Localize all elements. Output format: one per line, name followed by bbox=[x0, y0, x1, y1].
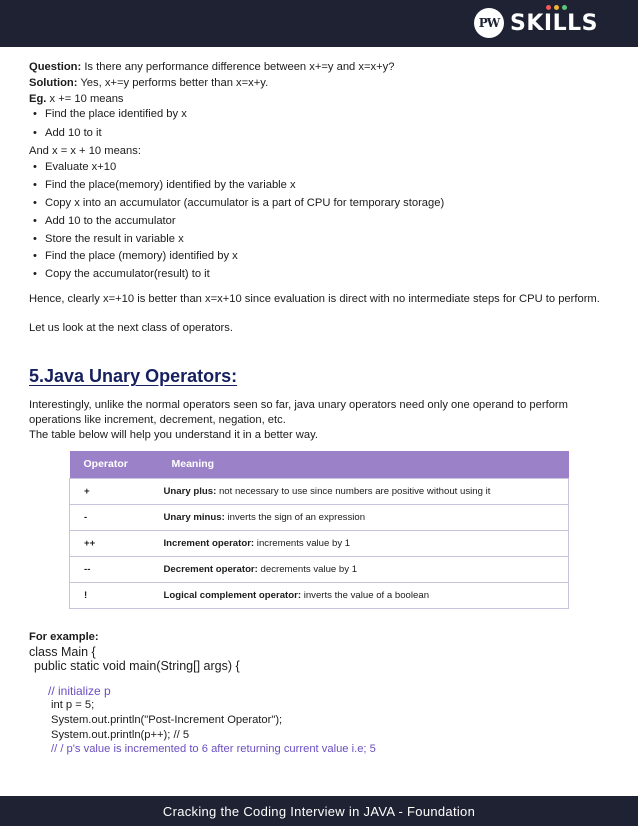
code-line-blank bbox=[29, 674, 609, 684]
meaning-cell: Decrement operator: decrements value by 1 bbox=[164, 557, 569, 583]
logo-dot bbox=[554, 5, 559, 10]
footer-title: Cracking the Coding Interview in JAVA - Foundation bbox=[162, 803, 476, 819]
column-header-operator: Operator bbox=[70, 451, 164, 478]
solution-line: Solution: Yes, x+=y performs better than x=x+y. bbox=[29, 76, 269, 89]
list-item: • Add 10 to the accumulator bbox=[29, 214, 609, 230]
qa-block bbox=[29, 60, 609, 337]
operator-cell: ! bbox=[70, 583, 164, 609]
operator-cell: -- bbox=[70, 557, 164, 583]
logo-dot bbox=[546, 5, 551, 10]
code-line: class Main { bbox=[29, 644, 96, 659]
meaning-cell: Unary minus: inverts the sign of an expression bbox=[164, 504, 569, 530]
list-item: • Add 10 to it bbox=[29, 126, 609, 142]
code-line: System.out.println(p++); // 5 bbox=[51, 728, 190, 741]
intro-paragraph: The table below will help you understand it in a better way. bbox=[29, 429, 318, 442]
list-item: • Find the place identified by x bbox=[29, 107, 609, 123]
bullet-list-1 bbox=[29, 107, 609, 141]
operators-table bbox=[69, 451, 569, 609]
list-item: • Find the place(memory) identified by the variable x bbox=[29, 178, 609, 194]
table-row bbox=[70, 504, 569, 530]
column-header-meaning: Meaning bbox=[164, 451, 569, 478]
list-item: • Copy x into an accumulator (accumulator is a part of CPU for temporary storage) bbox=[29, 196, 609, 212]
section-title: 5.Java Unary Operators: bbox=[29, 366, 238, 386]
pw-skills-logo bbox=[474, 7, 598, 39]
and-line: And x = x + 10 means: bbox=[29, 144, 141, 157]
table-row bbox=[70, 583, 569, 609]
code-line: int p = 5; bbox=[51, 699, 95, 712]
code-line: System.out.println("Post-Increment Operator"); bbox=[51, 713, 283, 726]
hence-paragraph: Hence, clearly x=+10 is better than x=x+10 since evaluation is direct with no intermediate steps for CPU to perform. bbox=[29, 293, 600, 306]
operator-cell: ++ bbox=[70, 530, 164, 556]
list-item: • Evaluate x+10 bbox=[29, 160, 609, 176]
operator-cell: - bbox=[70, 504, 164, 530]
intro-paragraph: Interestingly, unlike the normal operators seen so far, java unary operators need only one operand to perform operations like increment, decrement, negation, etc. bbox=[29, 399, 568, 427]
meaning-cell: Increment operator: increments value by 1 bbox=[164, 530, 569, 556]
code-example bbox=[29, 630, 609, 757]
example-line: Eg. x += 10 means bbox=[29, 92, 124, 105]
section-intro bbox=[29, 398, 614, 444]
logo-dots bbox=[546, 5, 567, 10]
meaning-cell: Unary plus: not necessary to use since numbers are positive without using it bbox=[164, 478, 569, 504]
code-comment: // initialize p bbox=[48, 683, 111, 698]
bullet-list-2 bbox=[29, 160, 609, 284]
operator-cell: + bbox=[70, 478, 164, 504]
table-row bbox=[70, 530, 569, 556]
list-item: • Find the place (memory) identified by x bbox=[29, 249, 609, 265]
page-header bbox=[0, 0, 638, 47]
table-header-row bbox=[70, 451, 569, 478]
logo-dot bbox=[562, 5, 567, 10]
question-line: Question: Is there any performance difference between x+=y and x=x+y? bbox=[29, 61, 395, 73]
code-comment: // / p's value is incremented to 6 after returning current value i.e; 5 bbox=[51, 743, 376, 756]
logo-text: SKILLS bbox=[510, 11, 598, 36]
table-row bbox=[70, 557, 569, 583]
example-label: For example: bbox=[29, 631, 99, 643]
code-line: public static void main(String[] args) { bbox=[34, 659, 240, 674]
meaning-cell: Logical complement operator: inverts the value of a boolean bbox=[164, 583, 569, 609]
list-item: • Copy the accumulator(result) to it bbox=[29, 267, 609, 283]
page-footer bbox=[0, 796, 638, 826]
list-item: • Store the result in variable x bbox=[29, 232, 609, 248]
table-row bbox=[70, 478, 569, 504]
next-paragraph: Let us look at the next class of operators. bbox=[29, 322, 233, 335]
pw-badge-icon: PW bbox=[474, 8, 504, 38]
